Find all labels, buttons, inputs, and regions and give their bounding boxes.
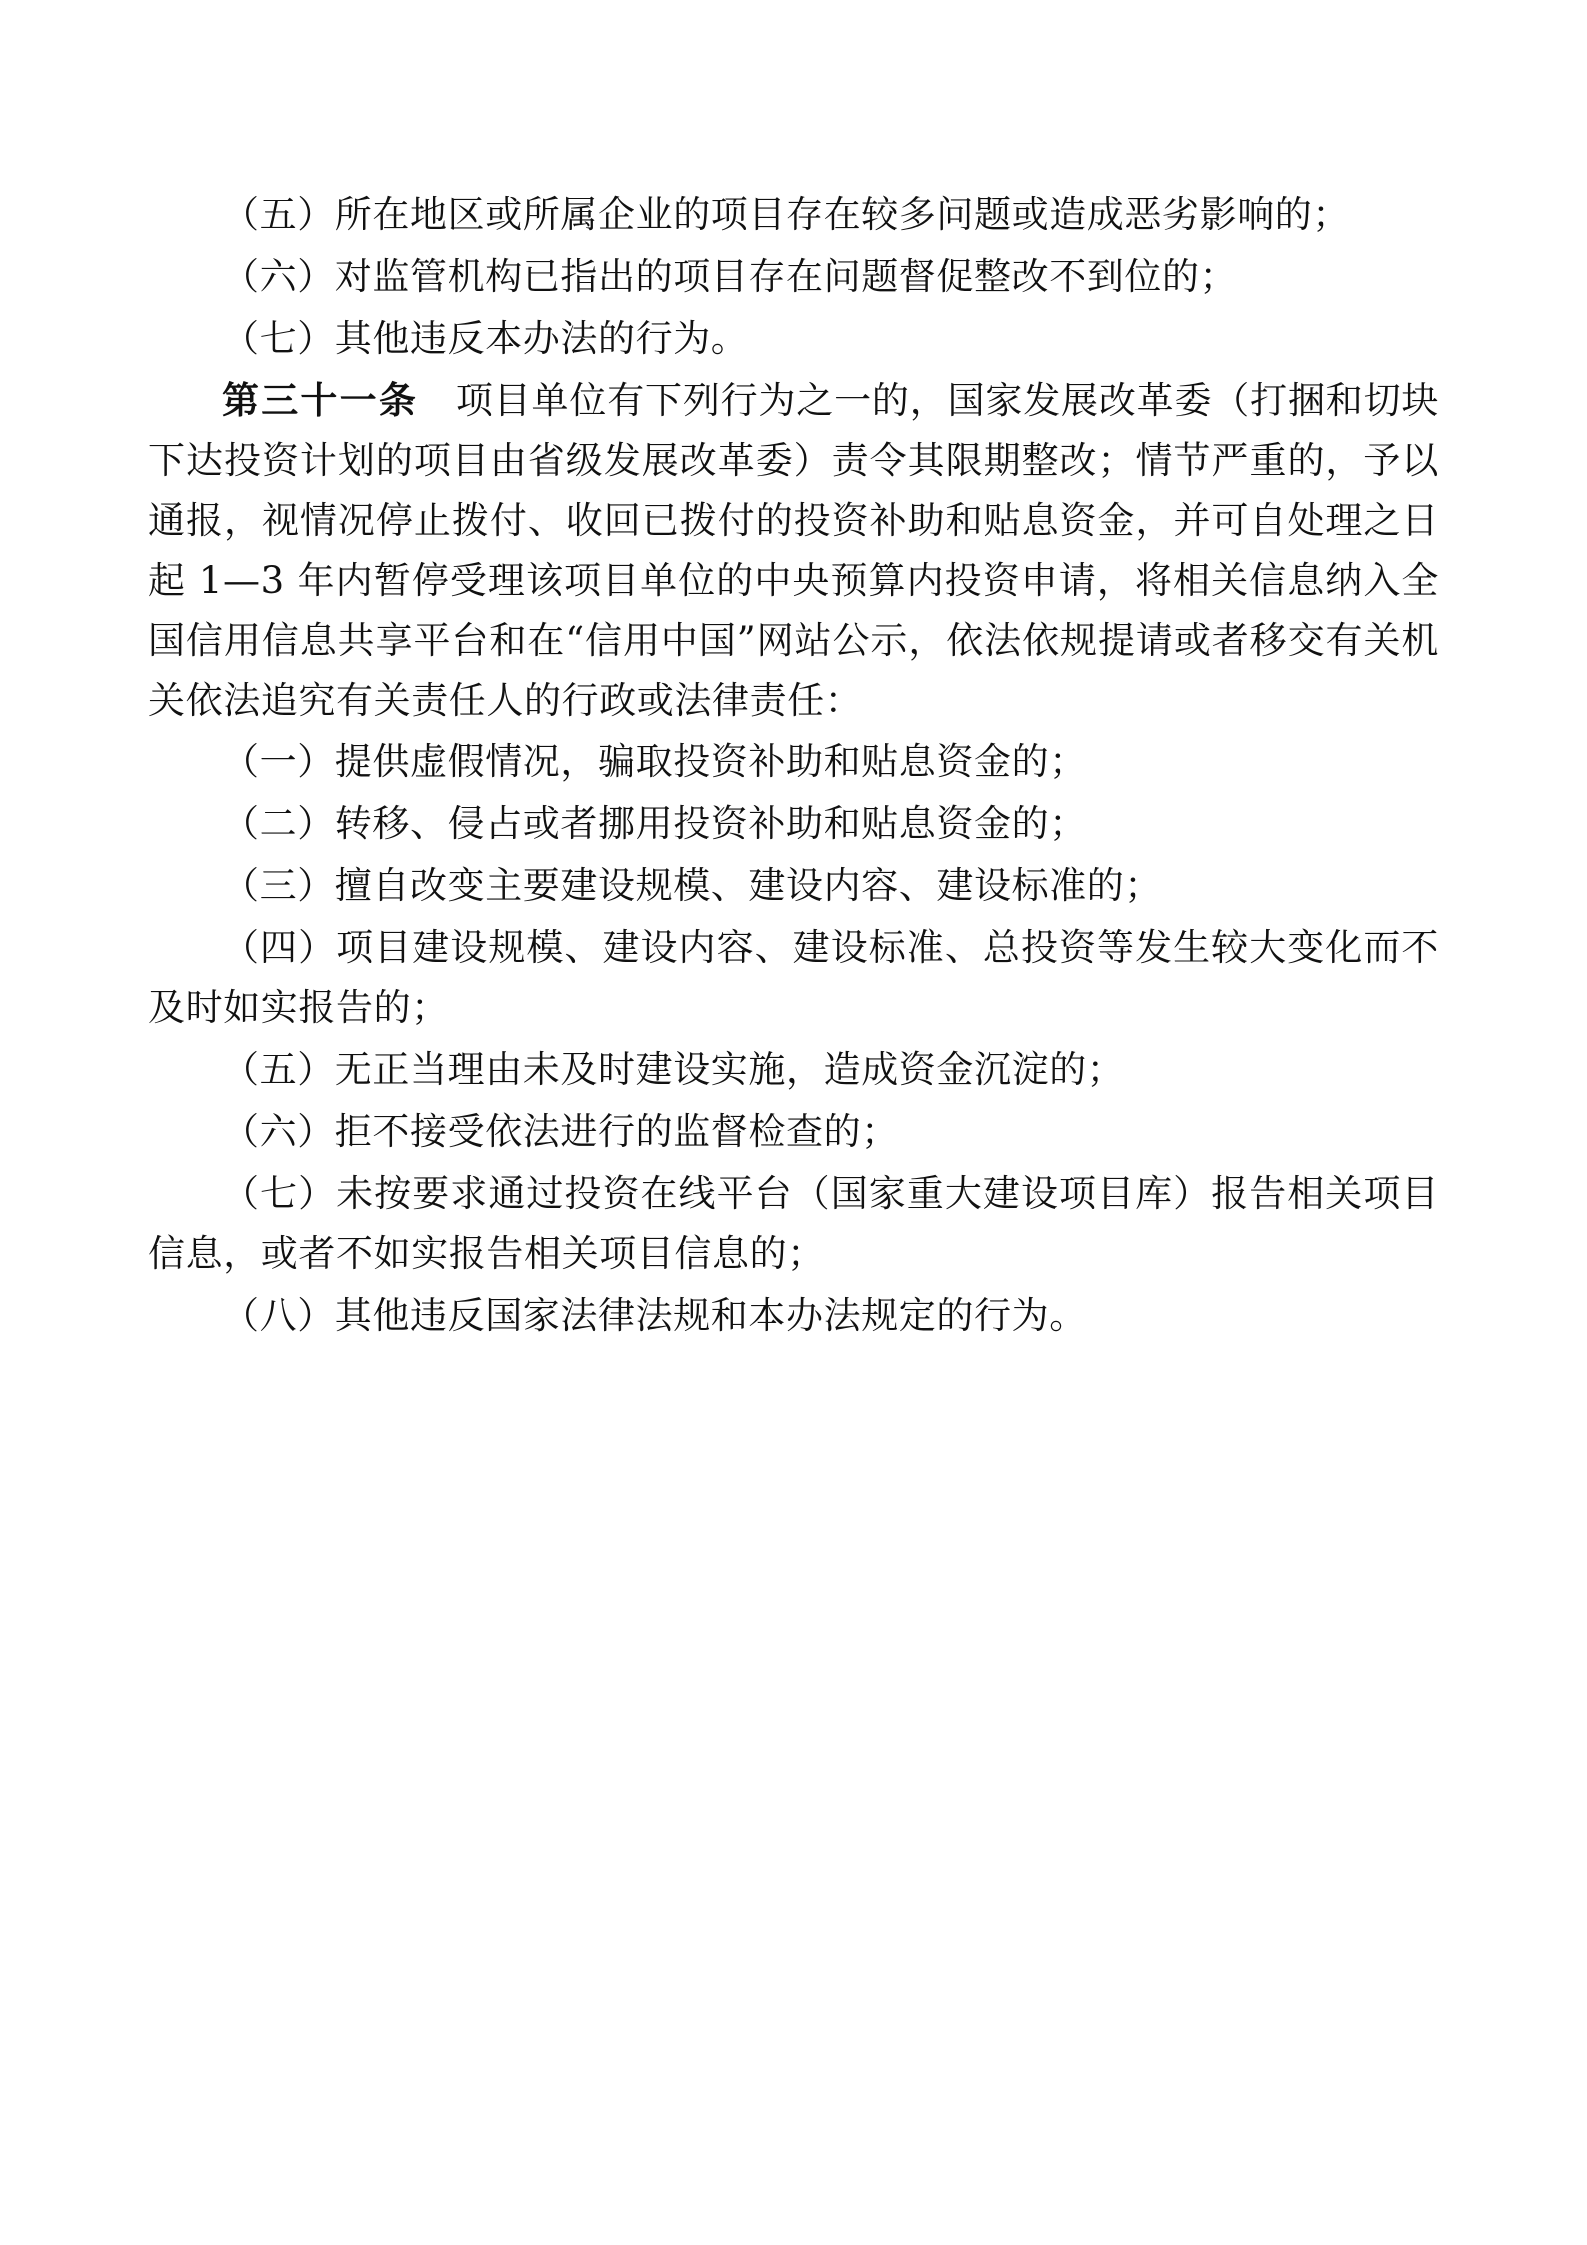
list-item: （六）拒不接受依法进行的监督检查的；: [222, 1110, 899, 1154]
article-heading: 第三十一条: [222, 377, 419, 422]
article-paragraph: [148, 371, 1439, 731]
list-item: （七）其他违反本办法的行为。: [222, 316, 749, 360]
document-body: [148, 185, 1439, 1346]
list-item: （五）所在地区或所属企业的项目存在较多问题或造成恶劣影响的；: [222, 193, 1350, 236]
list-item: （一）提供虚假情况，骗取投资补助和贴息资金的；: [222, 740, 1087, 784]
list-item: （五）无正当理由未及时建设实施，造成资金沉淀的；: [222, 1048, 1125, 1092]
list-item: （六）对监管机构已指出的项目存在问题督促整改不到位的；: [222, 254, 1238, 298]
list-item: （八）其他违反国家法律法规和本办法规定的行为。: [222, 1293, 1087, 1337]
list-item: （四）项目建设规模、建设内容、建设标准、总投资等发生较大变化而不及时如实报告的；: [148, 926, 1439, 1030]
list-item: （七）未按要求通过投资在线平台（国家重大建设项目库）报告相关项目信息，或者不如实报告相关项目信息的；: [148, 1172, 1439, 1275]
list-item: （二）转移、侵占或者挪用投资补助和贴息资金的；: [222, 802, 1087, 846]
article-text: 项目单位有下列行为之一的，国家发展改革委（打捆和切块下达投资计划的项目由省级发展改革委）责令其限期整改；情节严重的，予以通报，视情况停止拨付、收回已拨付的投资补助和贴息资金，并可自处理之日起 1—3 年内暂停受理该项目单位的中央预算内投资申请，将相关信息纳入全国信用信息共享平台和在“信用中国”网站公示，依法依规提请或者移交有关机关依法追究有关责任人的行政或法律责任：: [148, 378, 1439, 722]
list-item: （三）擅自改变主要建设规模、建设内容、建设标准的；: [222, 864, 1162, 908]
